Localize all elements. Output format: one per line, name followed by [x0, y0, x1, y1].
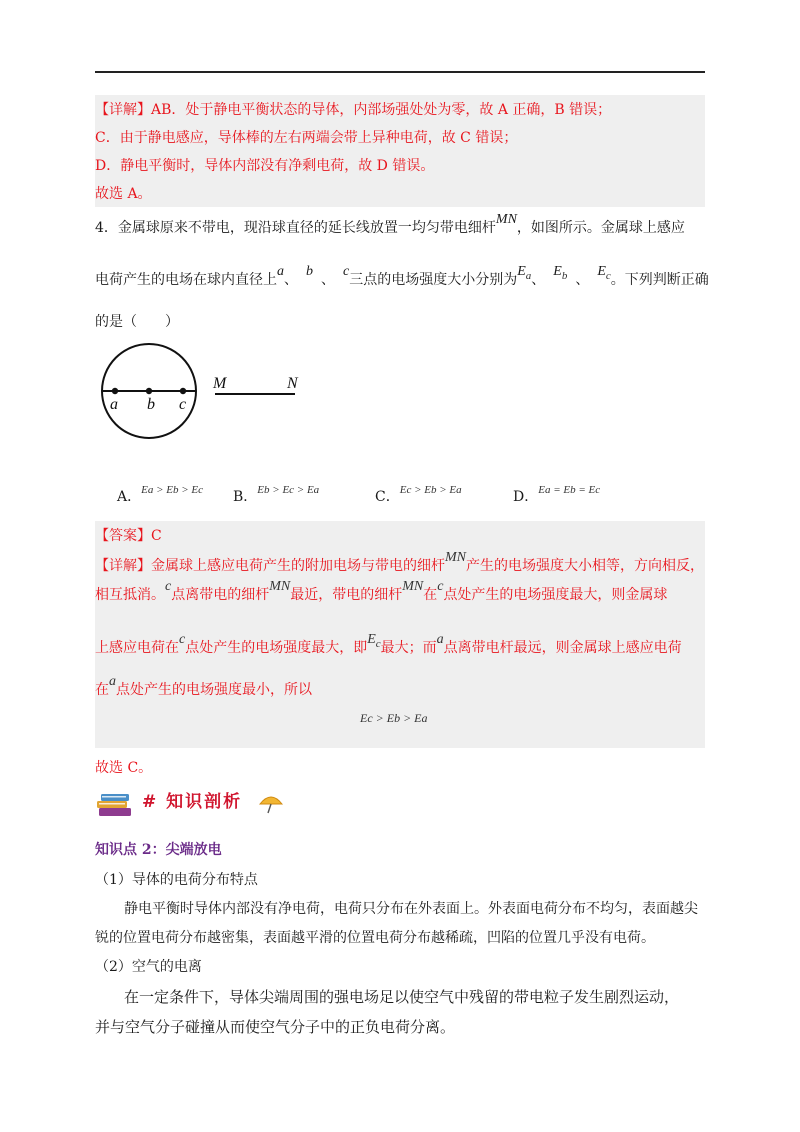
detail2-line3: 上感应电荷在c点处产生的电场强度最大，即$E_c$最大；而a点离带电杆最远，则金属球上感应电荷 [95, 632, 682, 656]
books-icon [95, 790, 141, 820]
top-rule [95, 71, 705, 73]
detail2-line4: 在a点处产生的电场强度最小，所以 [95, 674, 312, 698]
sphere-figure [95, 330, 325, 470]
option-d[interactable]: D．Ea = Eb = Ec [513, 484, 601, 505]
option-a[interactable]: A．Ea > Eb > Ec [117, 484, 204, 505]
s1-p1: 静电平衡时导体内部没有净电荷，电荷只分布在外表面上。外表面电荷分布不均匀，表面越尖 [124, 901, 698, 917]
q4-line1: 4．金属球原来不带电，现沿球直径的延长线放置一均匀带电细杆MN，如图所示。金属球上感应 [95, 212, 685, 236]
answer-formula: Ec > Eb > Ea [360, 711, 428, 725]
answer-choose: 故选 C。 [95, 760, 153, 776]
option-b[interactable]: B．Eb > Ec > Ea [233, 484, 320, 505]
answer-line: 【答案】C [95, 528, 162, 544]
point-b [146, 388, 152, 394]
label-b: b [147, 396, 155, 413]
label-m: M [213, 375, 227, 392]
section-heading: # 知识剖析 [142, 792, 243, 812]
q4-line2: 电荷产生的电场在球内直径上a、b、c三点的电场强度大小分别为$E_a$、$E_b$ 、$E_c$。下列判断正确 [95, 264, 709, 288]
detail1-line1: 【详解】AB．处于静电平衡状态的导体，内部场强处处为零，故 A 正确，B 错误； [95, 102, 612, 118]
var-mn: MN [495, 212, 517, 227]
s2-p2: 并与空气分子碰撞从而使空气分子中的正负电荷分离。 [95, 1018, 456, 1036]
s2-p1: 在一定条件下，导体尖端周围的强电场足以使空气中残留的带电粒子发生剧烈运动， [124, 988, 680, 1006]
s1-p2: 锐的位置电荷分布越密集，表面越平滑的位置电荷分布越稀疏，凹陷的位置几乎没有电荷。 [95, 930, 655, 946]
label-n: N [287, 375, 298, 392]
detail2-line1: 【详解】金属球上感应电荷产生的附加电场与带电的细杆MN产生的电场强度大小相等，方向相反， [95, 550, 704, 574]
option-c[interactable]: C．Ec > Eb > Ea [375, 484, 462, 505]
detail1-line4: 故选 A。 [95, 186, 152, 202]
umbrella-icon [258, 792, 284, 814]
q4-line3: 的是（ ） [95, 314, 179, 330]
detail1-line2: C．由于静电感应，导体棒的左右两端会带上异种电荷，故 C 错误； [95, 130, 518, 146]
knowledge-point-title: 知识点 2：尖端放电 [95, 842, 222, 858]
label-c: c [179, 396, 187, 413]
detail2-line2: 相互抵消。c点离带电的细杆MN最近，带电的细杆MN在c点处产生的电场强度最大，则金属球 [95, 579, 668, 603]
s2-title: （2）空气的电离 [95, 959, 202, 975]
point-a [112, 388, 118, 394]
label-a: a [110, 396, 118, 413]
point-c [180, 388, 186, 394]
s1-title: （1）导体的电荷分布特点 [95, 872, 258, 888]
detail1-line3: D．静电平衡时，导体内部没有净剩电荷，故 D 错误。 [95, 158, 435, 174]
